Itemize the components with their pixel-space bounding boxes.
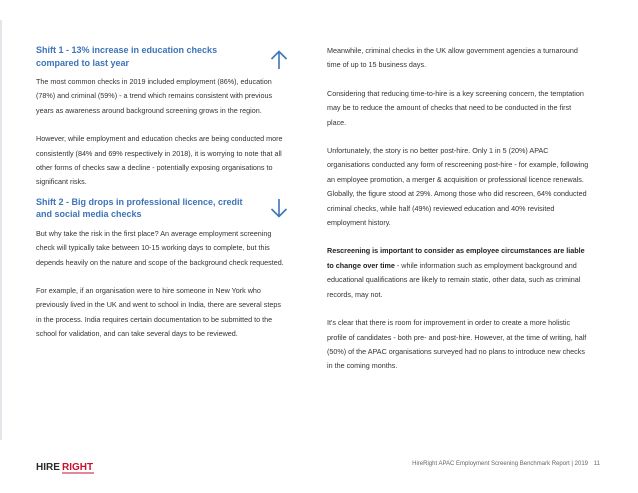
- section2-heading-row: [36, 196, 288, 221]
- section2-paragraph-1: But why take the risk in the first place? An average employment screening check will typically take between 10-15 working days to complete, but this depends heavily on the nature and scope of the background check requested.: [36, 228, 284, 267]
- logo-text-hire: HIRE: [36, 462, 60, 473]
- arrow-down-icon: [270, 198, 288, 218]
- left-margin-rule: [0, 20, 2, 440]
- section2-paragraph-2: For example, if an organisation were to hire someone in New York who previously lived in the UK and went to school in India, there are several steps in the process. India requires certain documentation to be submitted to the school for validation, and can take several days to be reviewed.: [36, 286, 281, 339]
- section1-heading-row: [36, 44, 288, 69]
- left-column: [36, 44, 288, 342]
- right-paragraph-2: Considering that reducing time-to-hire is a key screening concern, the temptation may be to reduce the amount of checks that need to be conducted in the first place.: [327, 88, 584, 127]
- arrow-up-icon: [270, 50, 288, 70]
- emphasis-bold-text: Rescreening is important to consider as employee circumstances are liable to change over time: [327, 246, 585, 270]
- page-number: 11: [593, 461, 600, 467]
- right-paragraph-1: Meanwhile, criminal checks in the UK allow government agencies a turnaround time of up to 15 business days.: [327, 46, 578, 70]
- report-title: HireRight APAC Employment Screening Benchmark Report | 2019: [412, 461, 588, 467]
- right-closing-paragraph: It's clear that there is room for improvement in order to create a more holistic profile of candidates - both pre- and post-hire. However, at the time of writing, half (50%) of the APAC organisations surveyed had no plans to introduce new checks in the coming months.: [327, 318, 587, 371]
- section1-paragraph-1: The most common checks in 2019 included employment (86%), education (78%) and criminal (59%) - a trend which remains consistent with previous years as awareness around background screening grows in the region.: [36, 77, 273, 115]
- emphasis-rest-text: - while information such as employment background and educational qualifications are likely to remain static, other data, such as criminal records, may not.: [327, 260, 581, 299]
- page-footer: [0, 455, 638, 479]
- right-column: [327, 44, 589, 374]
- section1-heading: Shift 1 - 13% increase in education checks compared to last year: [36, 45, 218, 68]
- right-paragraph-3: Unfortunately, the story is no better post-hire. Only 1 in 5 (20%) APAC organisations conducted any form of rescreening post-hire - for example, following an employee promotion, a merger & acquisition or professional licence renewals. Globally, the figure stood at 29%. Among those who did rescreen, 64% conducted criminal checks, while half (49%) reviewed education and 40% revisited employment history.: [327, 146, 589, 228]
- logo-text-right: RIGHT: [62, 462, 94, 473]
- hireright-logo: [36, 457, 98, 475]
- right-emphasis-paragraph: [327, 244, 589, 302]
- section2-heading: Shift 2 - Big drops in professional licence, credit and social media checks: [36, 196, 243, 220]
- section1-paragraph-2: However, while employment and education checks are being conducted more consistently (84% and 69% respectively in 2018), it is worrying to note that all other forms of checks saw a decline - potentially exposing organisations to significant risks.: [36, 134, 283, 187]
